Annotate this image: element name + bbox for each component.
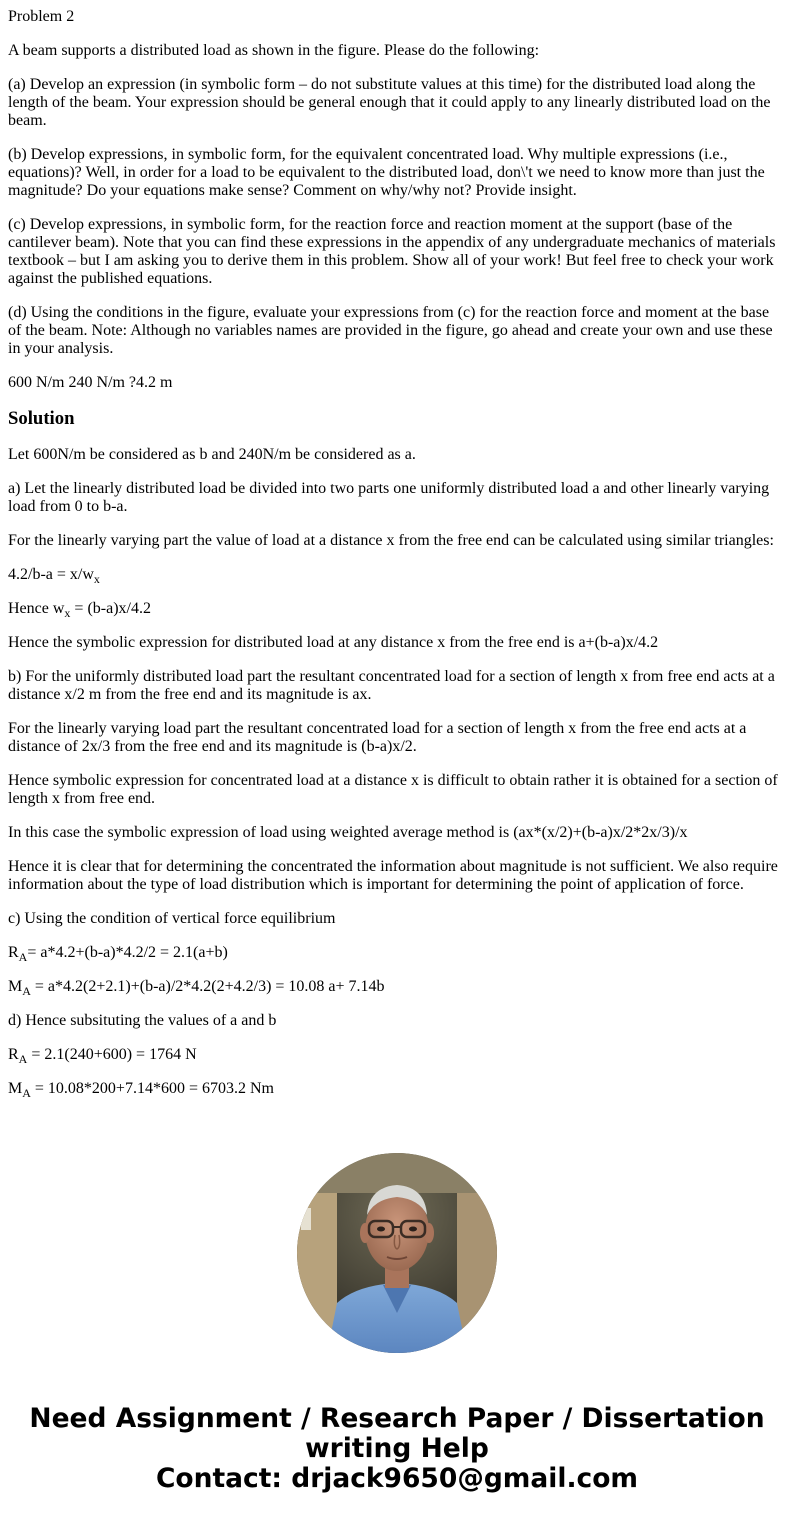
promo-contact: Contact: drjack9650@gmail.com (155, 1463, 639, 1494)
equation-text: M (8, 978, 23, 995)
solution-a1: a) Let the linearly distributed load be divided into two parts one uniformly distributed load a and other linearly varying load from 0 to b-a. (8, 480, 774, 515)
document-body (8, 8, 786, 1114)
solution-b3: Hence symbolic expression for concentrated load at a distance x is difficult to obtain rather it is obtained for a section of length x from free end. (8, 772, 782, 807)
equation-subscript: A (18, 1052, 28, 1066)
solution-a2: For the linearly varying part the value of load at a distance x from the free end can be calculated using similar triangles: (8, 532, 774, 549)
problem-part-c: (c) Develop expressions, in symbolic form, for the reaction force and reaction moment at the support (base of the cantilever beam). Note that you can find these expressions in the appendix of any undergraduate mechanics of materials textbook – but I am asking you to derive them in this problem. Show all of your work! But feel free to check your work against the published equations. (8, 216, 780, 287)
solution-heading: Solution (8, 408, 75, 429)
solution-d1: d) Hence subsituting the values of a and b (8, 1012, 277, 1029)
figure-text: 600 N/m 240 N/m ?4.2 m (8, 374, 173, 391)
solution-let: Let 600N/m be considered as b and 240N/m be considered as a. (8, 446, 416, 463)
equation-ma-symbolic (8, 978, 786, 996)
equation-text: 4.2/b-a = x/w (8, 566, 94, 583)
equation-text: = 2.1(240+600) = 1764 N (27, 1046, 197, 1063)
author-avatar (297, 1153, 497, 1353)
equation-text: R (8, 944, 19, 961)
solution-c1: c) Using the condition of vertical force equilibrium (8, 910, 336, 927)
equation-wx (8, 600, 786, 618)
promo-line-1: Need Assignment / Research Paper / Dissertation (29, 1403, 765, 1434)
equation-ra-numeric (8, 1046, 786, 1064)
problem-intro: A beam supports a distributed load as shown in the figure. Please do the following: (8, 42, 540, 59)
solution-b1: b) For the uniformly distributed load part the resultant concentrated load for a section of length x from free end acts at a distance x/2 m from the free end and its magnitude is ax. (8, 668, 779, 703)
equation-text: R (8, 1046, 19, 1063)
equation-text: Hence w (8, 600, 65, 617)
solution-a3: Hence the symbolic expression for distributed load at any distance x from the free end is a+(b-a)x/4.2 (8, 634, 659, 651)
equation-subscript: x (64, 606, 71, 620)
equation-subscript: A (22, 1086, 31, 1100)
problem-part-d: (d) Using the conditions in the figure, evaluate your expressions from (c) for the reaction force and moment at the base of the beam. Note: Although no variables names are provided in the figure, go ahead and create your own and use these in your analysis. (8, 304, 777, 357)
solution-b2: For the linearly varying load part the resultant concentrated load for a section of length x from the free end acts at a distance of 2x/3 from the free end and its magnitude is (b-a)x/2. (8, 720, 751, 755)
promo-line-2: writing Help (305, 1433, 489, 1464)
problem-title: Problem 2 (8, 8, 75, 25)
solution-b5: Hence it is clear that for determining the concentrated the information about magnitude is not sufficient. We also require information about the type of load distribution which is important for determining the point of application of force. (8, 858, 782, 893)
equation-subscript: A (22, 984, 31, 998)
problem-part-b: (b) Develop expressions, in symbolic form, for the equivalent concentrated load. Why multiple expressions (i.e., equations)? Well, in order for a load to be equivalent to the distributed load, don\'t we need to know more than just the magnitude? Do your equations make sense? Comment on why/why not? Provide insight. (8, 146, 769, 199)
equation-text: = a*4.2(2+2.1)+(b-a)/2*4.2(2+4.2/3) = 10.08 a+ 7.14b (30, 978, 385, 995)
problem-part-a: (a) Develop an expression (in symbolic form – do not substitute values at this time) for the distributed load along the length of the beam. Your expression should be general enough that it could apply to any linearly distributed load on the beam. (8, 76, 775, 129)
solution-b4: In this case the symbolic expression of load using weighted average method is (ax*(x/2)+(b-a)x/2*2x/3)/x (8, 824, 688, 841)
equation-text: = (b-a)x/4.2 (70, 600, 151, 617)
equation-text: = 10.08*200+7.14*600 = 6703.2 Nm (30, 1080, 274, 1097)
equation-ra-symbolic (8, 944, 786, 962)
equation-ma-numeric (8, 1080, 786, 1098)
equation-subscript: x (93, 572, 100, 586)
equation-similar-triangles (8, 566, 786, 584)
equation-text: = a*4.2+(b-a)*4.2/2 = 2.1(a+b) (27, 944, 228, 961)
equation-text: M (8, 1080, 23, 1097)
author-photo (297, 1153, 497, 1353)
promo-banner (0, 1404, 794, 1494)
equation-subscript: A (18, 950, 28, 964)
